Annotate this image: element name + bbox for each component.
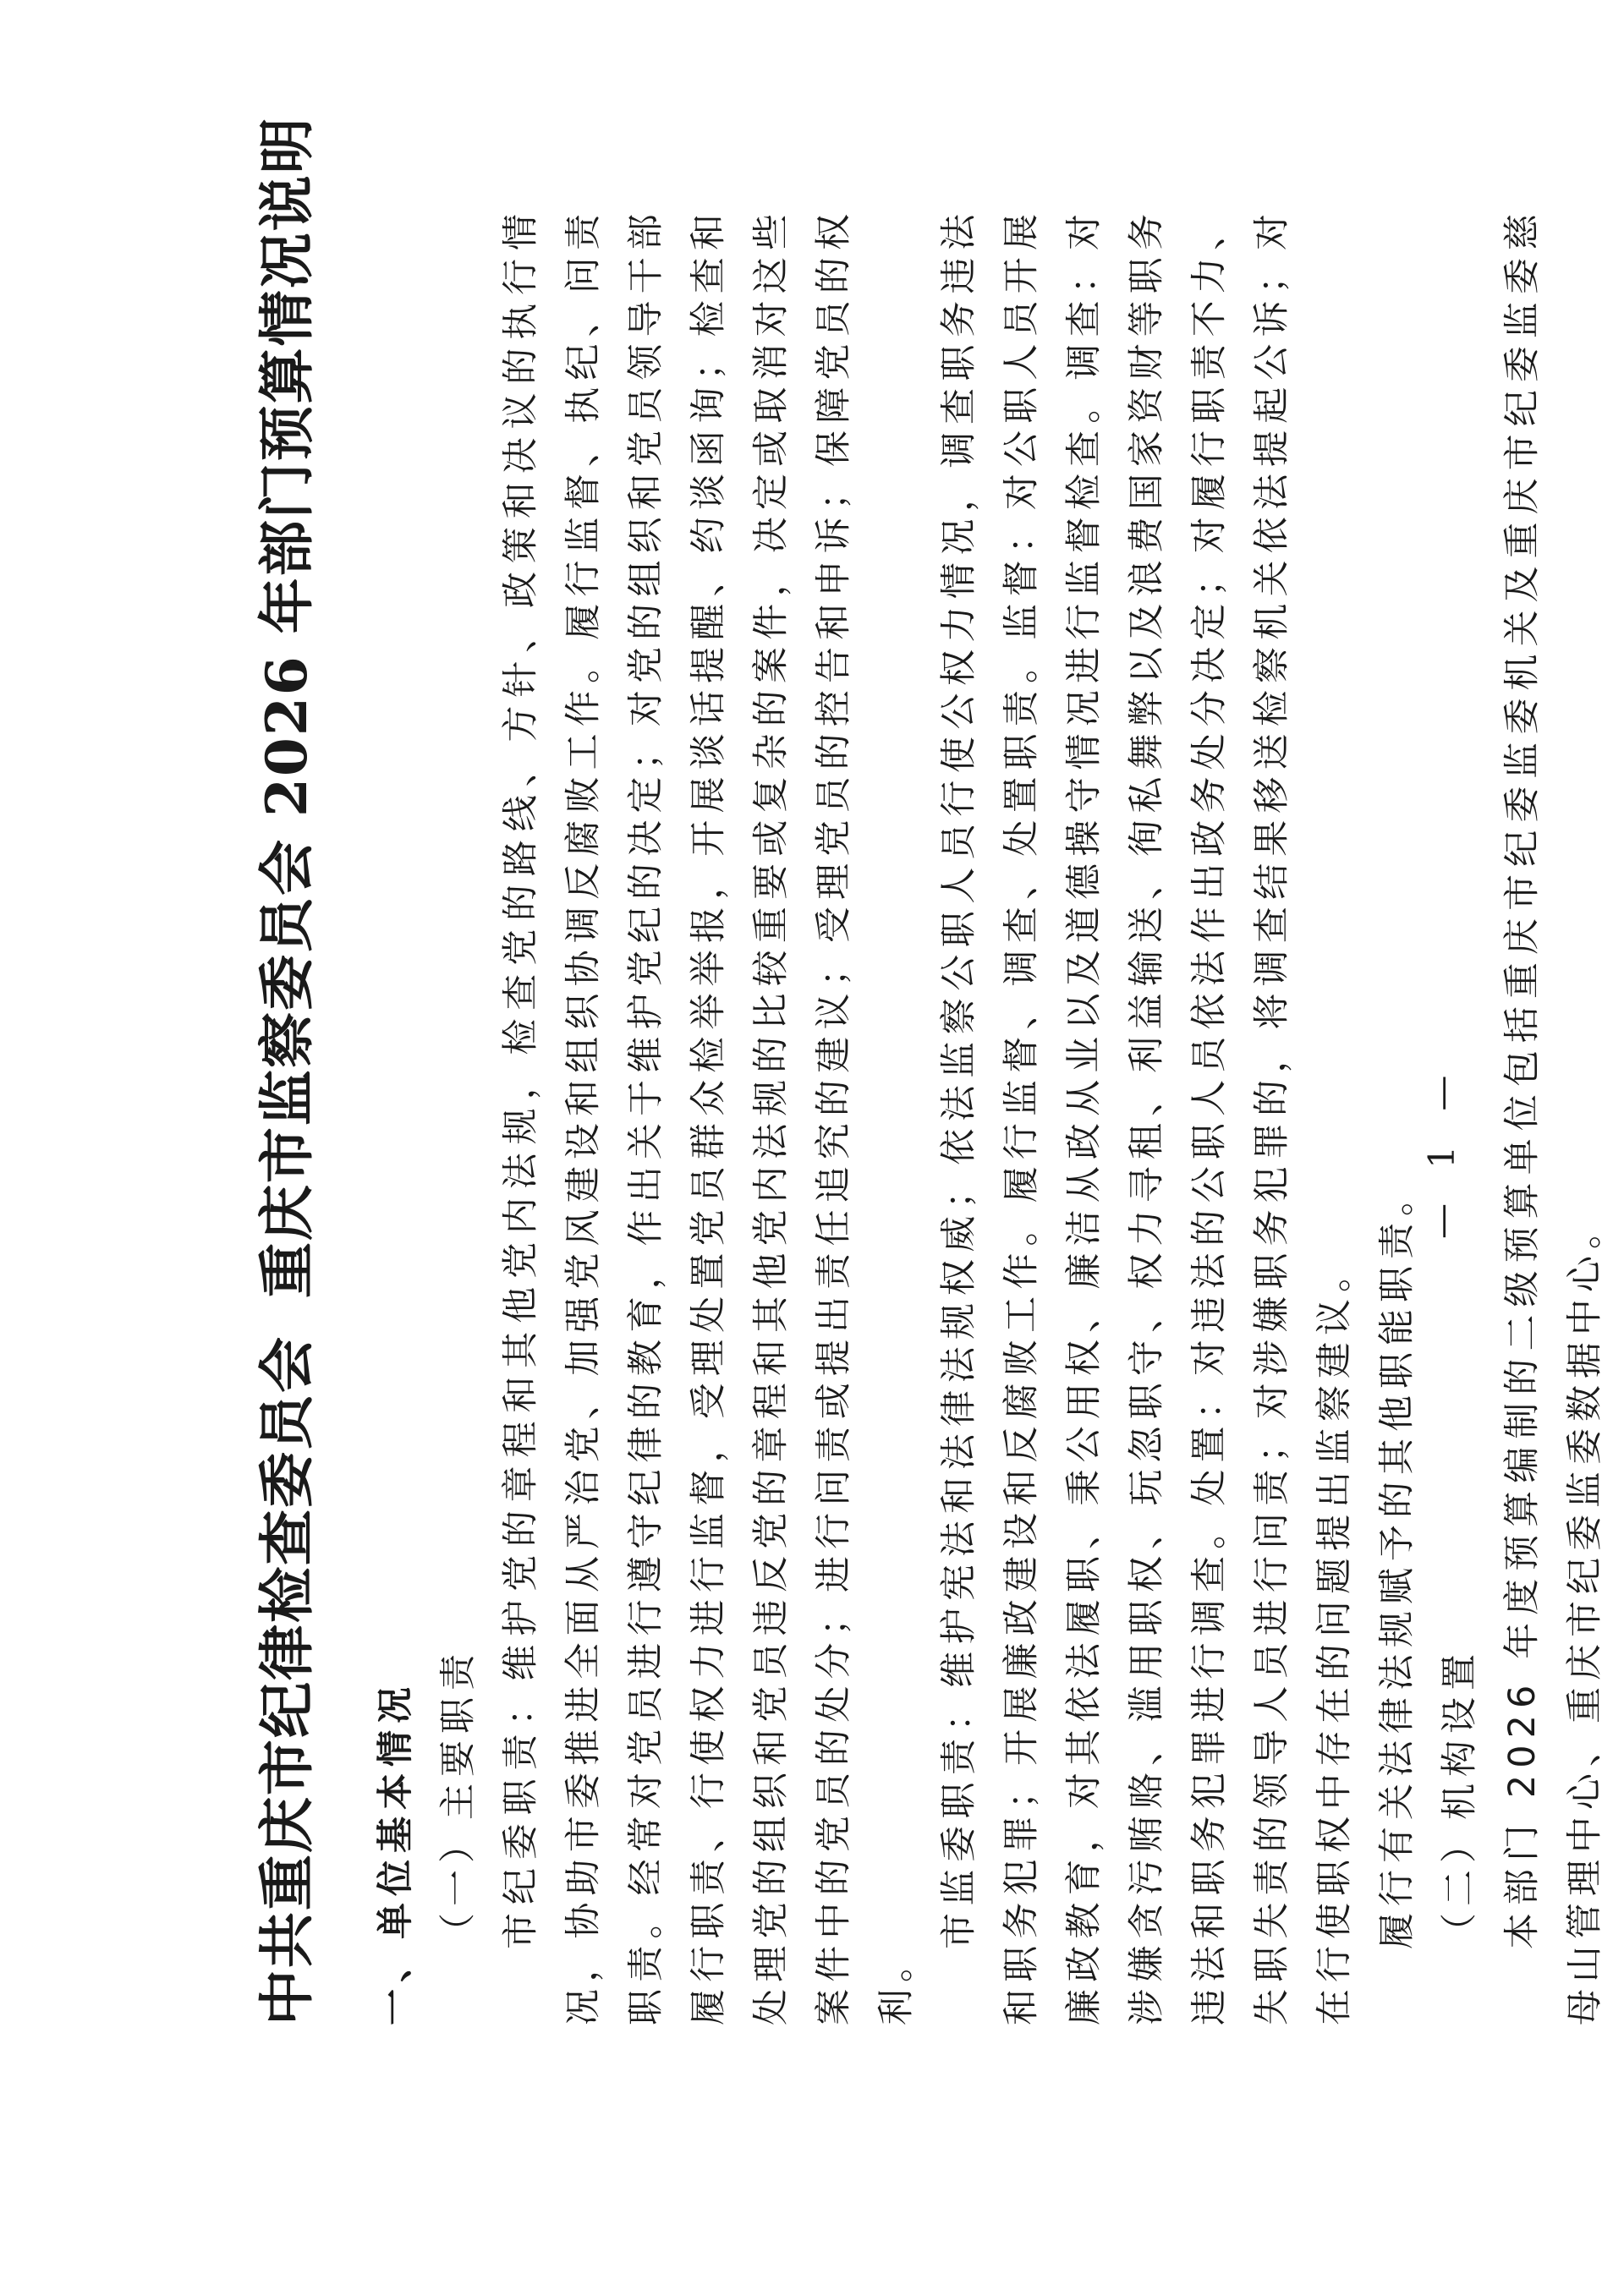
section-heading-basic-info: 一、单位基本情况	[375, 1680, 418, 2025]
title-budget-statement: 重庆市监察委员会 2026 年部门预算情况说明	[254, 116, 320, 1298]
paragraph-other-duties: 履行有关法律法规赋予的其他职能职责。	[1376, 1173, 1419, 1949]
document-body	[254, 116, 1616, 2025]
paragraph-supervision-duties: 市监委职责：维护宪法和法律法规权威；依法监察公职人员行使公权力情况，调查职务违法和职务犯罪；开展廉政建设和反腐败工作。履行监督、调查、处置职责。监督：对公职人员开展廉政教育，对其依法履职、秉公用权、廉洁从政从业以及道德操守情况进行监督检查。调查：对涉嫌贪污贿赂、滥用职权、玩忽职守、权力寻租、利益输送、徇私舞弊以及浪费国家资财等职务违法和职务犯罪进行调查。处置：对违法的公职人员依法作出政务处分决定；对履行职责不力、失职失责的领导人员进行问责；对涉嫌职务犯罪的，将调查结果移送检察机关依法提起公诉；对在行使职权中存在的问题提出监察建议。	[938, 207, 1357, 2025]
paragraph-commission-duties: 市纪委职责：维护党的章程和其他党内法规，检查党的路线、方针、政策和决议的执行情况，协助市委推进全面从严治党、加强党风建设和组织协调反腐败工作。履行监督、执纪、问责职责。经常对党员进行遵守纪律的教育，作出关于维护党纪的决定；对党的组织和党员领导干部履行职责、行使权力进行监督，受理处置党员群众检举举报，开展谈话提醒、约谈函询；检查和处理党的组织和党员违反党的章程和其他党内法规的比较重要或复杂的案件，决定或取消对这些案件中的党员的处分；进行问责或提出责任追究的建议；受理党员的控告和申诉；保障党员的权利。	[500, 207, 919, 2025]
paragraph-structure: 本部门 2026 年度预算编制的二级预算单位包括重庆市纪委监委机关及重庆市纪委监委慈母山管理中心、重庆市纪委监委数据中心。	[1501, 207, 1607, 2025]
subsection-heading-duties: （一）主要职责	[437, 1647, 480, 1949]
title-party-committee: 中共重庆市纪律检查委员会	[254, 1335, 320, 2025]
page-title	[254, 116, 321, 2025]
page-number: — 1 —	[1421, 1063, 1462, 1239]
subsection-heading-structure: （二）机构设置	[1439, 1647, 1482, 1949]
